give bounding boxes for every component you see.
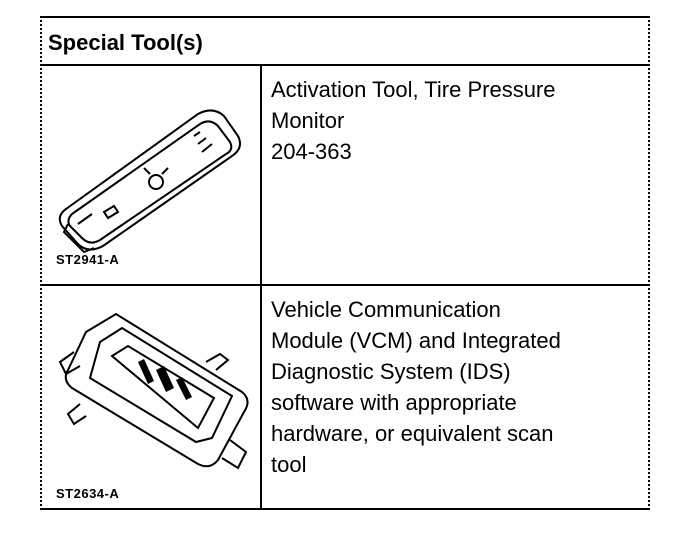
description-line: Monitor xyxy=(271,108,345,133)
description-line: tool xyxy=(271,452,307,477)
description-line: 204-363 xyxy=(271,139,352,164)
table-header xyxy=(42,18,648,66)
table-title: Special Tool(s) xyxy=(48,30,203,55)
tool-description xyxy=(271,294,643,480)
vcm-module-icon xyxy=(46,292,256,482)
description-line: Activation Tool, Tire Pressure xyxy=(271,77,556,102)
tpms-activation-tool-icon xyxy=(48,74,258,254)
description-line: Diagnostic System (IDS) xyxy=(271,359,511,384)
tool-image-code: ST2634-A xyxy=(56,486,120,501)
tool-row xyxy=(42,66,648,286)
tool-row xyxy=(42,286,648,508)
description-line: Vehicle Communication xyxy=(271,297,501,322)
special-tools-table xyxy=(40,16,650,510)
description-line: Module (VCM) and Integrated xyxy=(271,328,561,353)
description-line: hardware, or equivalent scan xyxy=(271,421,554,446)
tool-description xyxy=(271,74,643,167)
description-line: software with appropriate xyxy=(271,390,517,415)
tool-image-cell xyxy=(42,286,262,508)
tool-image-cell xyxy=(42,66,262,284)
tool-image-code: ST2941-A xyxy=(56,252,120,267)
